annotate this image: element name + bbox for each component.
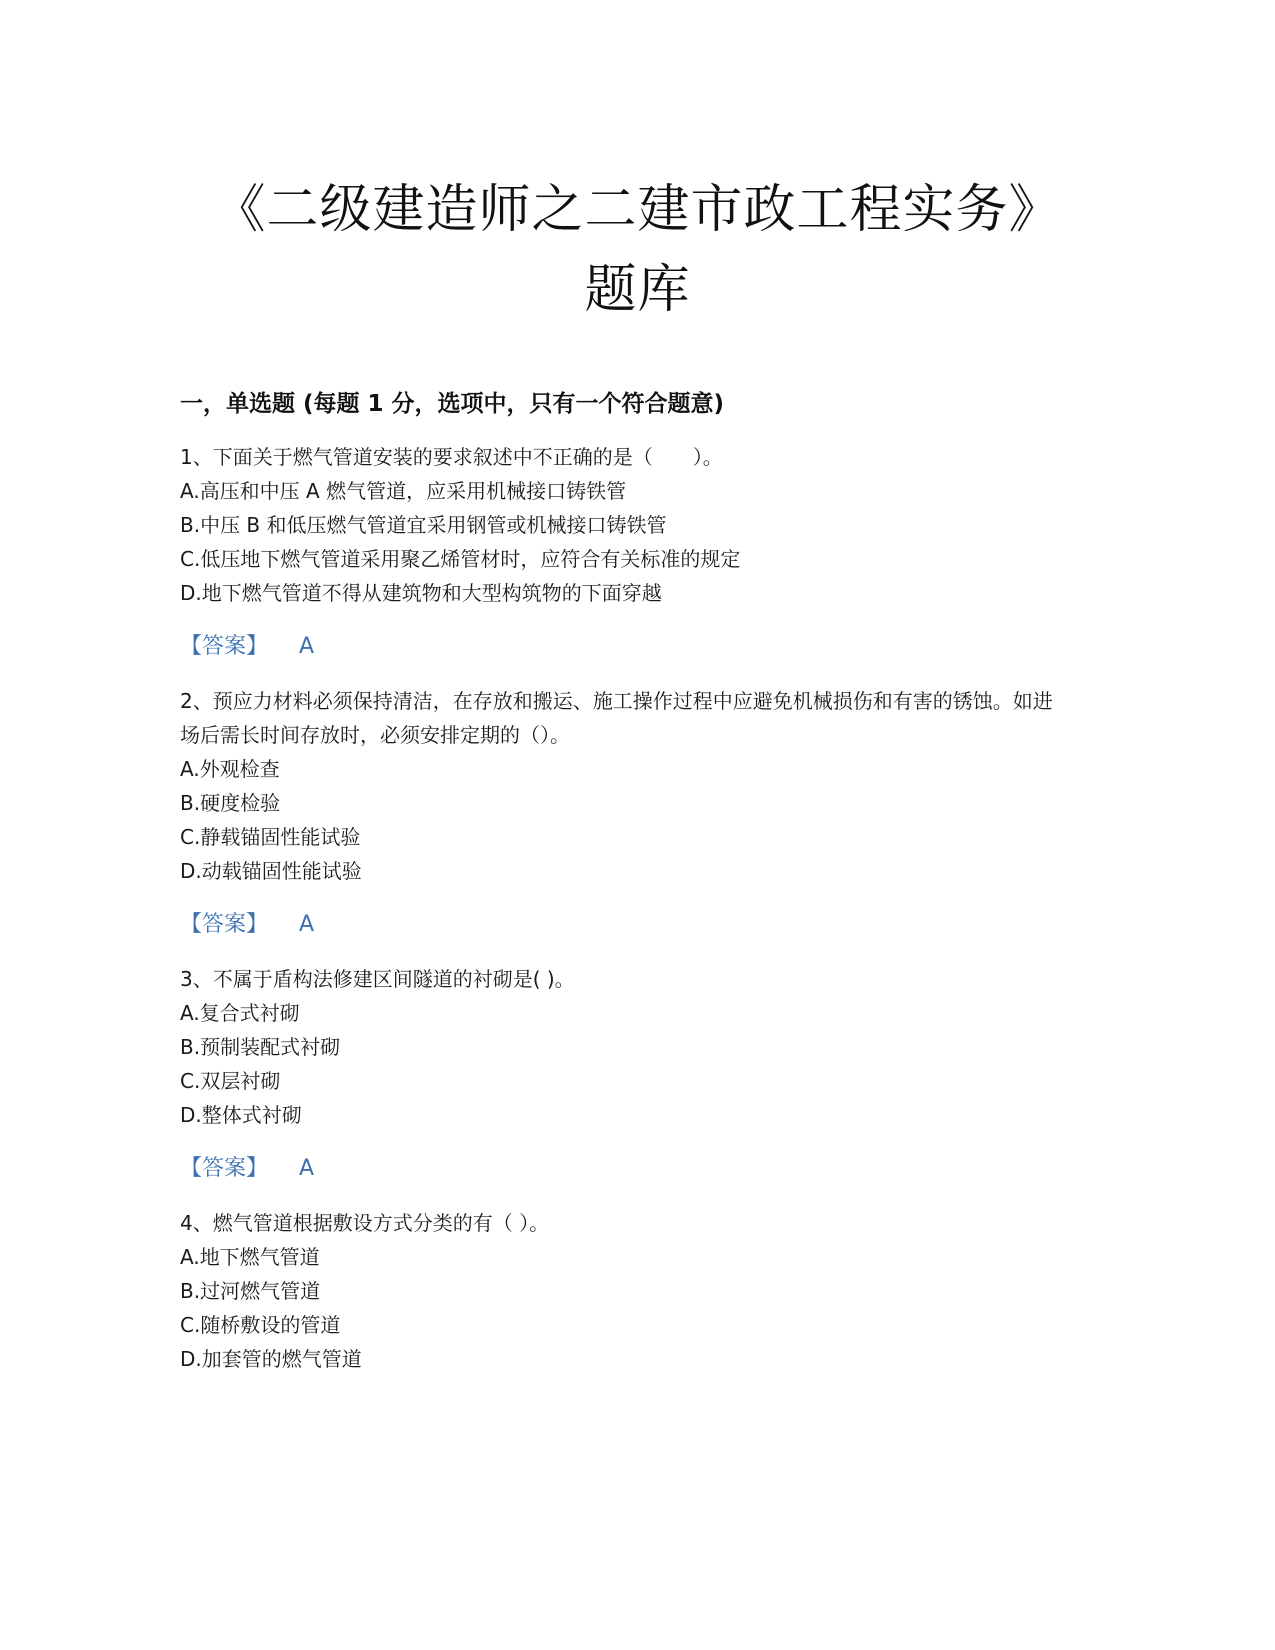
option-c: C.双层衬砌 xyxy=(180,1069,281,1093)
document-title-line-1: 《二级建造师之二建市政工程实务》 xyxy=(213,180,1062,240)
answer-line xyxy=(180,1152,1060,1186)
answer-line xyxy=(180,908,1060,942)
answer-label: 【答案】 xyxy=(180,634,269,659)
option-c: C.静载锚固性能试验 xyxy=(180,825,361,849)
answer-value: A xyxy=(299,912,315,937)
question-stem: 3、不属于盾构法修建区间隧道的衬砌是( )。 xyxy=(180,967,575,991)
section-heading: 一，单选题 (每题 1 分，选项中，只有一个符合题意) xyxy=(180,391,725,417)
option-c: C.低压地下燃气管道采用聚乙烯管材时，应符合有关标准的规定 xyxy=(180,547,741,571)
question-stem: 2、预应力材料必须保持清洁，在存放和搬运、施工操作过程中应避免机械损伤和有害的锈蚀。如进场后需长时间存放时，必须安排定期的（）。 xyxy=(180,689,1053,747)
option-c: C.随桥敷设的管道 xyxy=(180,1313,341,1337)
question-1 xyxy=(180,440,1060,664)
answer-label: 【答案】 xyxy=(180,1156,269,1181)
option-b: B.过河燃气管道 xyxy=(180,1279,321,1303)
question-4 xyxy=(180,1206,1060,1376)
option-d: D.动载锚固性能试验 xyxy=(180,859,362,883)
option-d: D.地下燃气管道不得从建筑物和大型构筑物的下面穿越 xyxy=(180,581,662,605)
question-3 xyxy=(180,962,1060,1186)
answer-line xyxy=(180,630,1060,664)
question-stem: 1、下面关于燃气管道安装的要求叙述中不正确的是（ ）。 xyxy=(180,445,723,469)
option-d: D.整体式衬砌 xyxy=(180,1103,302,1127)
option-d: D.加套管的燃气管道 xyxy=(180,1347,362,1371)
option-a: A.复合式衬砌 xyxy=(180,1001,300,1025)
option-b: B.预制装配式衬砌 xyxy=(180,1035,341,1059)
option-a: A.外观检查 xyxy=(180,757,280,781)
option-b: B.硬度检验 xyxy=(180,791,281,815)
answer-value: A xyxy=(299,634,315,659)
document-title-line-2: 题库 xyxy=(584,260,691,320)
option-b: B.中压 B 和低压燃气管道宜采用钢管或机械接口铸铁管 xyxy=(180,513,667,537)
option-a: A.高压和中压 A 燃气管道，应采用机械接口铸铁管 xyxy=(180,479,627,503)
document-title xyxy=(150,170,1125,330)
question-list xyxy=(180,440,1060,1376)
question-2 xyxy=(180,684,1060,942)
answer-value: A xyxy=(299,1156,315,1181)
question-stem: 4、燃气管道根据敷设方式分类的有（ ）。 xyxy=(180,1211,550,1235)
option-a: A.地下燃气管道 xyxy=(180,1245,320,1269)
answer-label: 【答案】 xyxy=(180,912,269,937)
